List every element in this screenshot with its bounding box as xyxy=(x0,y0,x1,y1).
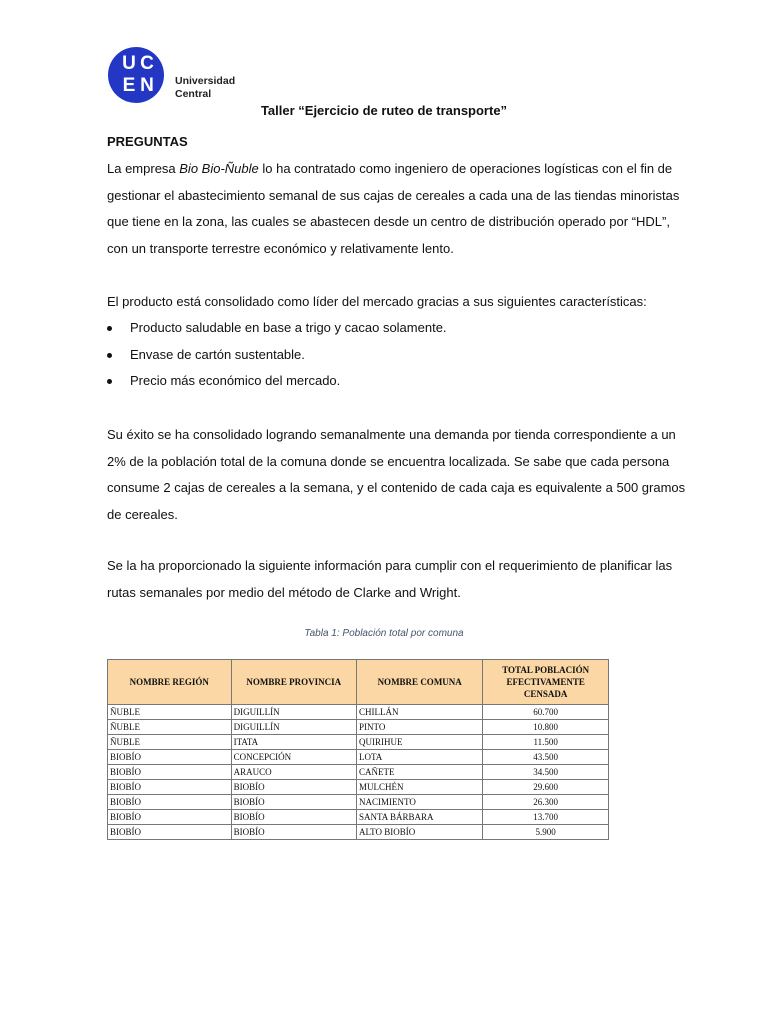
section-heading: PREGUNTAS xyxy=(107,134,188,149)
cell-population: 34.500 xyxy=(483,765,609,780)
cell-region: ÑUBLE xyxy=(108,735,232,750)
table-row xyxy=(108,735,609,750)
list-item-text: Precio más económico del mercado. xyxy=(130,373,341,388)
cell-population: 43.500 xyxy=(483,750,609,765)
cell-province: BIOBÍO xyxy=(231,780,356,795)
list-item xyxy=(107,315,447,342)
cell-population: 26.300 xyxy=(483,795,609,810)
demand-paragraph xyxy=(107,422,686,528)
table-row xyxy=(108,705,609,720)
info-paragraph xyxy=(107,553,673,606)
intro-line-1-post: lo ha contratado como ingeniero de operaciones logísticas con el fin de xyxy=(258,161,673,176)
cell-region: BIOBÍO xyxy=(108,750,232,765)
table-row xyxy=(108,750,609,765)
characteristics-list xyxy=(107,315,447,395)
demand-line-1: Su éxito se ha consolidado logrando semanalmente una demanda por tienda correspondiente a un xyxy=(107,427,676,442)
intro-paragraph xyxy=(107,156,680,262)
info-line-2: rutas semanales por medio del método de Clarke and Wright. xyxy=(107,584,461,600)
table-row xyxy=(108,795,609,810)
cell-province: BIOBÍO xyxy=(231,810,356,825)
cell-comuna: QUIRIHUE xyxy=(357,735,483,750)
table-row xyxy=(108,825,609,840)
cell-population: 5.900 xyxy=(483,825,609,840)
bullet-icon xyxy=(107,326,112,331)
list-item xyxy=(107,368,447,395)
cell-province: BIOBÍO xyxy=(231,825,356,840)
column-header-comuna: NOMBRE COMUNA xyxy=(357,660,483,705)
cell-province: ITATA xyxy=(231,735,356,750)
cell-region: ÑUBLE xyxy=(108,705,232,720)
list-item-text: Envase de cartón sustentable. xyxy=(130,346,305,362)
product-paragraph xyxy=(107,289,663,316)
intro-line-1 xyxy=(107,156,673,183)
cell-region: ÑUBLE xyxy=(108,720,232,735)
cell-province: ARAUCO xyxy=(231,765,356,780)
cell-region: BIOBÍO xyxy=(108,795,232,810)
logo-wordmark xyxy=(175,75,235,101)
cell-population: 60.700 xyxy=(483,705,609,720)
cell-comuna: SANTA BÁRBARA xyxy=(357,810,483,825)
cell-comuna: MULCHÉN xyxy=(357,780,483,795)
cell-comuna: LOTA xyxy=(357,750,483,765)
table-row xyxy=(108,765,609,780)
cell-comuna: CAÑETE xyxy=(357,765,483,780)
intro-line-1-pre: La empresa xyxy=(107,161,180,176)
table-row xyxy=(108,780,609,795)
logo-letter-e: E xyxy=(122,75,136,96)
column-header-population: TOTAL POBLACIÓN EFECTIVAMENTE CENSADA xyxy=(483,660,609,705)
column-header-region: NOMBRE REGIÓN xyxy=(108,660,232,705)
list-item-text: Producto saludable en base a trigo y cacao solamente. xyxy=(130,320,447,335)
cell-region: BIOBÍO xyxy=(108,765,232,780)
ucen-logo-icon xyxy=(107,46,171,104)
cell-population: 29.600 xyxy=(483,780,609,795)
cell-comuna: CHILLÁN xyxy=(357,705,483,720)
cell-comuna: NACIMIENTO xyxy=(357,795,483,810)
logo-letter-u: U xyxy=(122,53,136,74)
table-row xyxy=(108,720,609,735)
intro-line-2: gestionar el abastecimiento semanal de sus cajas de cereales a cada una de las tiendas minoristas xyxy=(107,187,680,203)
logo-text-line2: Central xyxy=(175,88,212,100)
bullet-icon xyxy=(107,379,112,384)
intro-line-3: que tiene en la zona, las cuales se abastecen desde un centro de distribución operado por “HDL”, xyxy=(107,214,670,229)
cell-population: 13.700 xyxy=(483,810,609,825)
cell-province: DIGUILLÍN xyxy=(231,705,356,720)
table-row xyxy=(108,810,609,825)
logo-letter-n: N xyxy=(140,75,154,96)
cell-population: 11.500 xyxy=(483,735,609,750)
cell-province: DIGUILLÍN xyxy=(231,720,356,735)
cell-population: 10.800 xyxy=(483,720,609,735)
population-table xyxy=(107,659,609,840)
demand-line-2: 2% de la población total de la comuna donde se encuentra localizada. Se sabe que cada persona xyxy=(107,453,670,469)
list-item xyxy=(107,342,447,369)
university-logo xyxy=(107,46,237,104)
info-line-1: Se la ha proporcionado la siguiente información para cumplir con el requerimiento de planificar las xyxy=(107,558,673,573)
demand-line-4: de cereales. xyxy=(107,506,178,522)
cell-province: BIOBÍO xyxy=(231,795,356,810)
column-header-province: NOMBRE PROVINCIA xyxy=(231,660,356,705)
logo-letter-c: C xyxy=(140,53,154,74)
product-line: El producto está consolidado como líder del mercado gracias a sus siguientes características: xyxy=(107,294,647,309)
company-name: Bio Bio-Ñuble xyxy=(179,161,259,176)
table-header-row xyxy=(108,660,609,705)
demand-line-3: consume 2 cajas de cereales a la semana, y el contenido de cada caja es equivalente a 500 gramos xyxy=(107,480,686,495)
cell-region: BIOBÍO xyxy=(108,780,232,795)
table-caption: Tabla 1: Población total por comuna xyxy=(304,628,464,639)
cell-comuna: ALTO BIOBÍO xyxy=(357,825,483,840)
document-title: Taller “Ejercicio de ruteo de transporte” xyxy=(260,103,508,118)
cell-region: BIOBÍO xyxy=(108,825,232,840)
cell-region: BIOBÍO xyxy=(108,810,232,825)
cell-comuna: PINTO xyxy=(357,720,483,735)
cell-province: CONCEPCIÓN xyxy=(231,750,356,765)
intro-line-4: con un transporte terrestre económico y relativamente lento. xyxy=(107,240,454,256)
bullet-icon xyxy=(107,353,112,358)
logo-text-line1: Universidad xyxy=(175,75,236,87)
